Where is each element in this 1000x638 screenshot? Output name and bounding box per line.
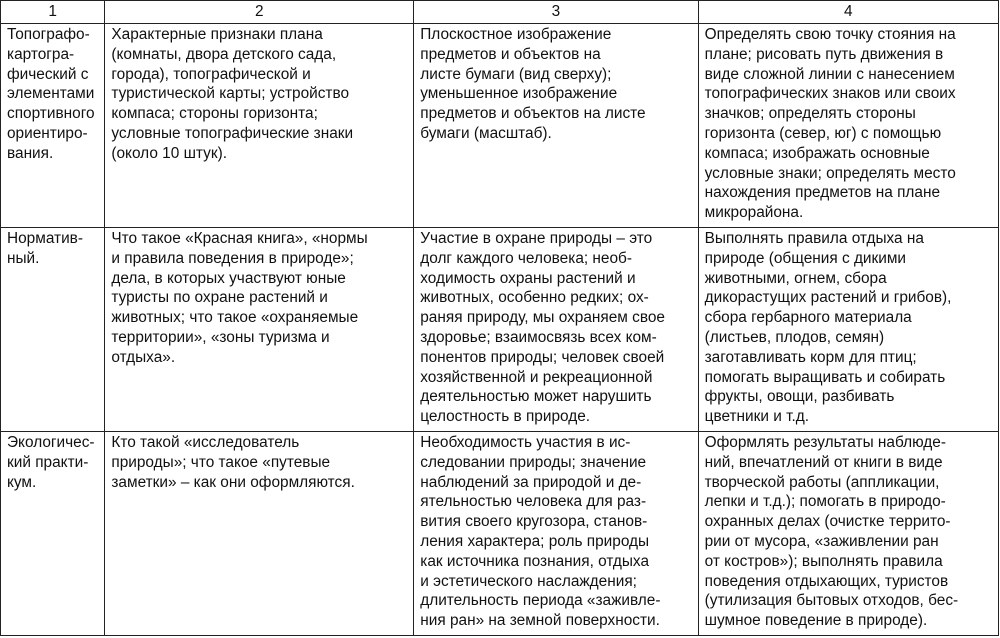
- cell-text-line: фрукты, овощи, разбивать: [704, 388, 895, 406]
- cell-text-line: здоровье; взаимосвязь всех ком-: [420, 328, 657, 346]
- cell-text-line: шумное поведение в природе).: [704, 612, 928, 630]
- cell-text-line: Что такое «Красная книга», «нормы: [111, 230, 368, 247]
- cell-text-line: условные знаки; определять место: [704, 164, 956, 182]
- cell-text-line: бумаги (масштаб).: [420, 124, 552, 142]
- table-row: [1, 24, 999, 228]
- cell-text-line: спортивного: [7, 105, 95, 123]
- cell-text-line: как источника познания, отдыха: [420, 552, 650, 570]
- cell-text-line: хозяйственной и рекреационной: [420, 368, 653, 386]
- table-cell-col-4: [698, 432, 998, 636]
- cell-text-line: Необходимость участия в ис-: [420, 434, 631, 451]
- cell-text-line: горизонта (север, юг) с помощью: [704, 124, 942, 142]
- cell-text-line: предметов и объектов на листе: [420, 105, 646, 123]
- cell-text-line: вития своего кругозора, станов-: [420, 513, 648, 531]
- cell-text-line: длительность периода «заживле-: [420, 592, 661, 610]
- cell-text-line: территории», «зоны туризма и: [111, 328, 330, 346]
- cell-text-line: нахождения предметов на плане: [704, 184, 941, 202]
- cell-text-line: и эстетического наслаждения;: [420, 572, 637, 590]
- table-cell-col-2: [105, 432, 414, 636]
- cell-text-line: дикорастущих растений и грибов),: [704, 289, 952, 307]
- cell-text-line: города), топографической и: [111, 65, 311, 83]
- cell-text-line: деятельностью может нарушить: [420, 388, 652, 406]
- cell-text-line: ния ран» на земной поверхности.: [420, 612, 660, 630]
- cell-text-line: следовании природы; значение: [420, 453, 647, 471]
- cell-text-line: сбора гербарного материала: [704, 309, 912, 327]
- cell-text-line: раняя природу, мы охраняем свое: [420, 309, 665, 327]
- cell-text-line: животных, особенно редких; ох-: [420, 289, 649, 307]
- table-cell-col-1: [1, 432, 105, 636]
- cell-text-line: компаса; стороны горизонта;: [111, 105, 318, 123]
- cell-text-line: виде сложной линии с нанесением: [704, 65, 955, 83]
- column-header-3: 3: [414, 1, 698, 24]
- cell-text-line: лепки и т.д.); помогать в природо-: [704, 493, 946, 511]
- cell-text-line: природы»; что такое «путевые: [111, 453, 331, 471]
- table-cell-col-4: [698, 228, 998, 432]
- cell-text-line: целостность в природе.: [420, 408, 591, 426]
- cell-text-line: природе (общения с дикими: [704, 249, 907, 267]
- cell-text-line: наблюдений за природой и де-: [420, 473, 642, 491]
- table-cell-col-1: [1, 24, 105, 228]
- cell-text-line: ориентиро-: [7, 124, 88, 142]
- cell-text-line: цветники и т.д.: [704, 408, 809, 426]
- table-row: [1, 228, 999, 432]
- cell-text-line: и правила поведения в природе»;: [111, 249, 354, 267]
- column-header-2: 2: [105, 1, 414, 24]
- cell-text-line: Выполнять правила отдыха на: [704, 230, 924, 247]
- cell-text-line: элементами: [7, 85, 95, 103]
- cell-text-line: помогать выращивать и собирать: [704, 368, 946, 386]
- cell-text-line: уменьшенное изображение: [420, 85, 618, 103]
- cell-text-line: охранных делах (очистке террито-: [704, 513, 951, 531]
- table-cell-col-4: [698, 24, 998, 228]
- column-header-4: 4: [698, 1, 998, 24]
- cell-text-line: Кто такой «исследователь: [111, 434, 300, 451]
- cell-text-line: Участие в охране природы – это: [420, 230, 653, 247]
- table-cell-col-3: [414, 432, 698, 636]
- cell-text-line: условные топографические знаки: [111, 124, 354, 142]
- cell-text-line: кий практи-: [7, 453, 89, 471]
- cell-text-line: Норматив-: [7, 230, 83, 247]
- cell-text-line: Топографо-: [7, 26, 90, 43]
- cell-text-line: дела, в которых участвуют юные: [111, 269, 346, 287]
- cell-text-line: ный.: [7, 249, 40, 267]
- cell-text-line: животными, огнем, сбора: [704, 269, 887, 287]
- cell-text-line: вания.: [7, 144, 54, 162]
- cell-text-line: Экологичес-: [7, 434, 95, 451]
- table-cell-col-2: [105, 24, 414, 228]
- cell-text-line: понентов природы; человек своей: [420, 348, 665, 366]
- cell-text-line: (утилизация бытовых отходов, бес-: [704, 592, 959, 610]
- cell-text-line: Плоскостное изображение: [420, 26, 612, 43]
- cell-text-line: заметки» – как они оформляются.: [111, 473, 355, 491]
- table-row: [1, 432, 999, 636]
- cell-text-line: плане; рисовать путь движения в: [704, 45, 944, 63]
- cell-text-line: картогра-: [7, 45, 75, 63]
- cell-text-line: Определять свою точку стояния на: [704, 26, 956, 43]
- cell-text-line: Оформлять результаты наблюде-: [704, 434, 946, 451]
- table-cell-col-3: [414, 228, 698, 432]
- cell-text-line: животных; что такое «охраняемые: [111, 309, 359, 327]
- header-row: [1, 1, 999, 24]
- cell-text-line: фический с: [7, 65, 89, 83]
- cell-text-line: ятельностью человека для раз-: [420, 493, 647, 511]
- cell-text-line: ления характера; роль природы: [420, 532, 650, 550]
- cell-text-line: заготавливать корм для птиц;: [704, 348, 917, 366]
- cell-text-line: ходимость охраны растений и: [420, 269, 636, 287]
- cell-text-line: туристической карты; устройство: [111, 85, 350, 103]
- cell-text-line: (около 10 штук).: [111, 144, 227, 162]
- cell-text-line: (листьев, плодов, семян): [704, 328, 885, 346]
- cell-text-line: топографических знаков или своих: [704, 85, 956, 103]
- cell-text-line: от костров»); выполнять правила: [704, 552, 943, 570]
- cell-text-line: туристы по охране растений и: [111, 289, 328, 307]
- cell-text-line: предметов и объектов на: [420, 45, 601, 63]
- cell-text-line: рии от мусора, «заживлении ран: [704, 532, 939, 550]
- cell-text-line: Характерные признаки плана: [111, 26, 323, 43]
- cell-text-line: отдыха».: [111, 348, 176, 366]
- table-cell-col-1: [1, 228, 105, 432]
- cell-text-line: кум.: [7, 473, 37, 491]
- cell-text-line: значков; определять стороны: [704, 105, 916, 123]
- table-cell-col-2: [105, 228, 414, 432]
- cell-text-line: листе бумаги (вид сверху);: [420, 65, 612, 83]
- table-cell-col-3: [414, 24, 698, 228]
- cell-text-line: творческой работы (аппликации,: [704, 473, 940, 491]
- cell-text-line: долг каждого человека; необ-: [420, 249, 632, 267]
- column-header-1: 1: [1, 1, 105, 24]
- cell-text-line: компаса; изображать основные: [704, 144, 930, 162]
- cell-text-line: ний, впечатлений от книги в виде: [704, 453, 943, 471]
- cell-text-line: поведения отдыхающих, туристов: [704, 572, 949, 590]
- cell-text-line: (комнаты, двора детского сада,: [111, 45, 337, 63]
- cell-text-line: микрорайона.: [704, 204, 804, 222]
